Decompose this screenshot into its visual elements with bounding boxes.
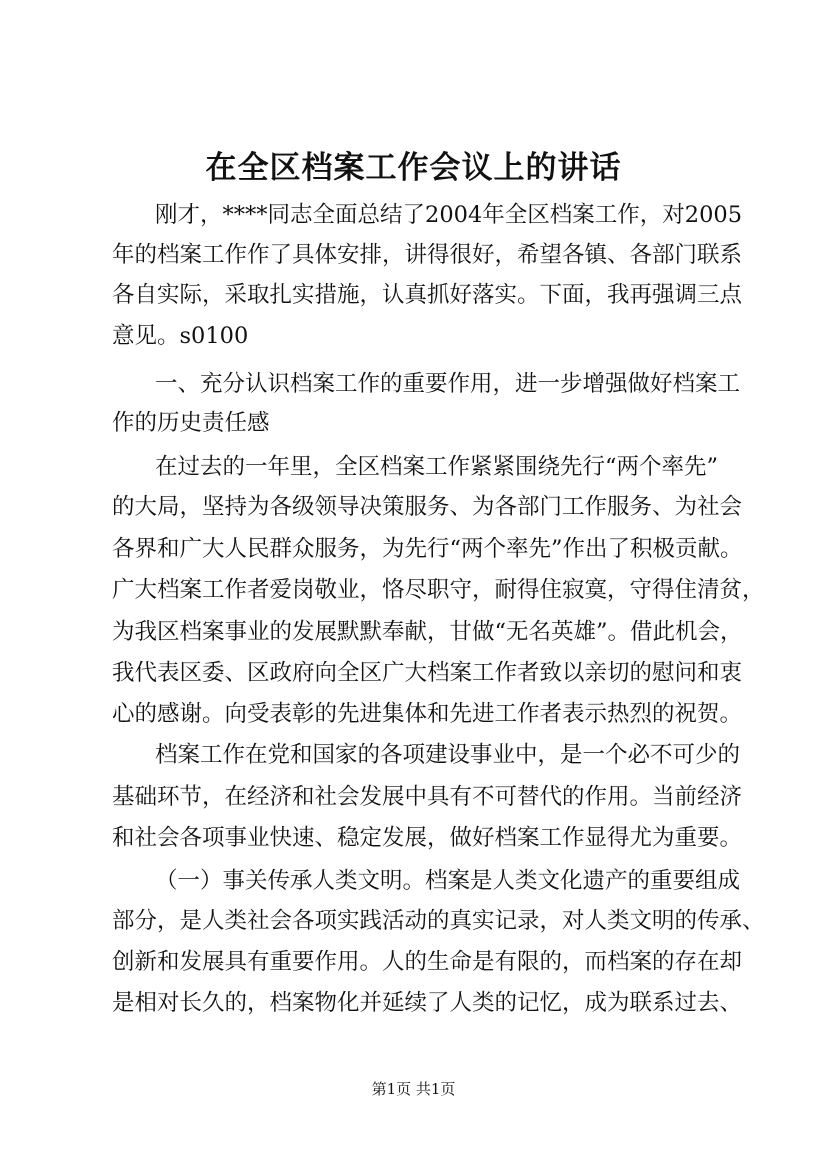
- body-line: 档案工作在党和国家的各项建设事业中，是一个必不可少的: [155, 742, 741, 768]
- body-line: 创新和发展具有重要作用。人的生命是有限的，而档案的存在却: [112, 949, 743, 975]
- body-line: 和社会各项事业快速、稳定发展，做好档案工作显得尤为重要。: [112, 825, 743, 851]
- section-heading-line: 作的历史责任感: [112, 410, 270, 436]
- body-line: 广大档案工作者爱岗敬业，恪尽职守，耐得住寂寞，守得住清贫，: [112, 577, 765, 603]
- body-line: 各自实际，采取扎实措施，认真抓好落实。下面，我再强调三点: [112, 282, 743, 308]
- body-line: 刚才，****同志全面总结了2004年全区档案工作，对2005: [155, 202, 743, 228]
- body-line: 为我区档案事业的发展默默奉献，甘做“无名英雄”。借此机会，: [112, 619, 743, 645]
- document-title: 在全区档案工作会议上的讲话: [205, 150, 622, 186]
- body-line: 部分，是人类社会各项实践活动的真实记录，对人类文明的传承、: [112, 908, 765, 934]
- body-line: 的大局，坚持为各级领导决策服务、为各部门工作服务、为社会: [112, 494, 743, 520]
- page-number-footer: 第1页 共1页: [371, 1080, 456, 1098]
- body-line: 是相对长久的，档案物化并延续了人类的记忆，成为联系过去、: [112, 990, 743, 1016]
- body-line: 基础环节，在经济和社会发展中具有不可替代的作用。当前经济: [112, 784, 743, 810]
- body-line: 意见。s0100: [112, 323, 249, 349]
- section-heading-line: 一、充分认识档案工作的重要作用，进一步增强做好档案工: [155, 371, 741, 397]
- body-line: 我代表区委、区政府向全区广大档案工作者致以亲切的慰问和衷: [112, 660, 743, 686]
- body-line: 各界和广大人民群众服务，为先行“两个率先”作出了积极贡献。: [112, 536, 743, 562]
- body-line: 在过去的一年里，全区档案工作紧紧围绕先行“两个率先”: [155, 454, 719, 480]
- body-line: 心的感谢。向受表彰的先进集体和先进工作者表示热烈的祝贺。: [112, 701, 743, 727]
- body-line: 年的档案工作作了具体安排，讲得很好，希望各镇、各部门联系: [112, 242, 743, 268]
- body-line: （一）事关传承人类文明。档案是人类文化遗产的重要组成: [155, 868, 741, 894]
